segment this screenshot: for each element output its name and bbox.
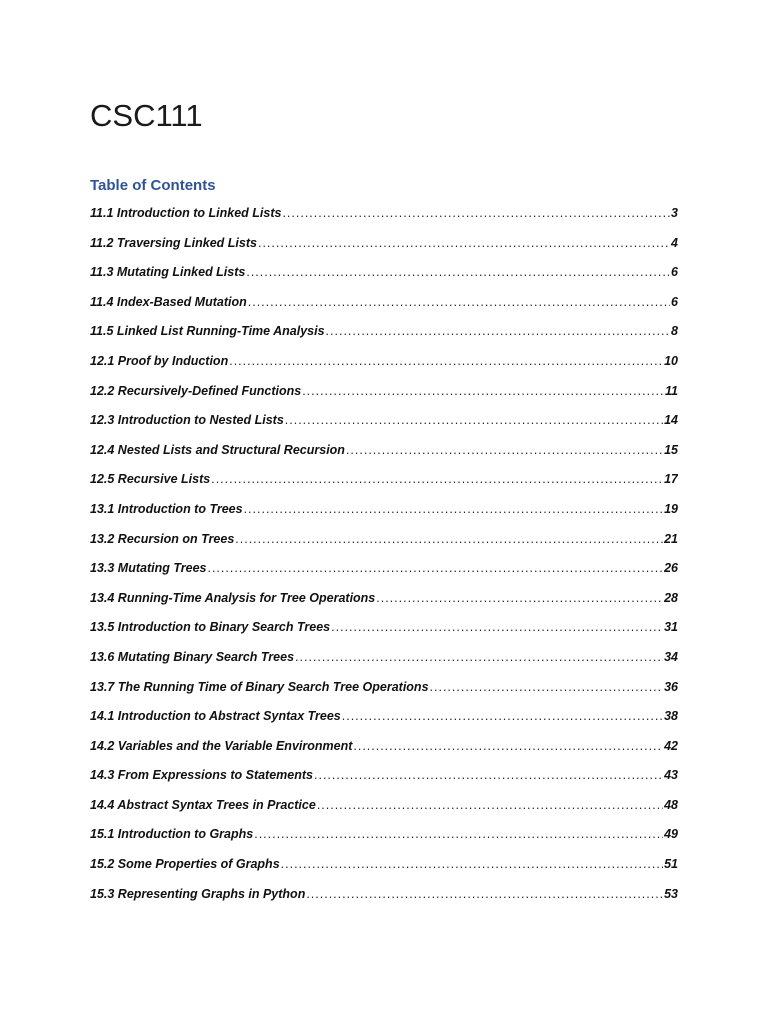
- toc-entry-label: 11.4 Index-Based Mutation: [90, 294, 247, 309]
- document-title: CSC111: [90, 98, 203, 133]
- dot-leader: [285, 413, 663, 427]
- toc-entry-page: 34: [664, 649, 678, 664]
- toc-entry-page: 11: [665, 383, 678, 398]
- toc-entry-label: 15.2 Some Properties of Graphs: [90, 857, 280, 872]
- toc-entry-label: 11.2 Traversing Linked Lists: [90, 235, 257, 250]
- toc-entry-label: 15.3 Representing Graphs in Python: [90, 886, 306, 901]
- toc-entry-page: 3: [671, 206, 678, 220]
- dot-leader: [306, 887, 663, 901]
- toc-entry-page: 10: [664, 353, 678, 368]
- toc-entry[interactable]: [90, 798, 678, 828]
- toc-entry-page: 49: [664, 827, 678, 842]
- dot-leader: [342, 709, 663, 723]
- toc-entry[interactable]: [90, 413, 678, 443]
- dot-leader: [346, 443, 663, 457]
- toc-entry-page: 31: [664, 620, 678, 635]
- dot-leader: [235, 532, 663, 546]
- toc-entry-label: 14.3 From Expressions to Statements: [90, 768, 313, 783]
- dot-leader: [246, 265, 670, 279]
- toc-entry[interactable]: [90, 591, 678, 621]
- toc-entry-label: 14.1 Introduction to Abstract Syntax Trees: [90, 709, 341, 724]
- toc-entry-page: 15: [664, 442, 678, 457]
- dot-leader: [254, 827, 663, 841]
- toc-entry-page: 19: [664, 501, 678, 516]
- toc-entry[interactable]: [90, 295, 678, 325]
- dot-leader: [326, 324, 671, 338]
- toc-entry-label: 13.4 Running-Time Analysis for Tree Operations: [90, 590, 376, 605]
- dot-leader: [376, 591, 663, 605]
- toc-entry-page: 42: [664, 738, 678, 753]
- toc-entry-label: 13.1 Introduction to Trees: [90, 501, 243, 516]
- toc-entry[interactable]: [90, 354, 678, 384]
- dot-leader: [281, 857, 663, 871]
- table-of-contents: [90, 206, 678, 916]
- toc-entry[interactable]: [90, 739, 678, 769]
- toc-entry-label: 12.3 Introduction to Nested Lists: [90, 413, 284, 428]
- toc-entry-page: 14: [664, 413, 678, 428]
- toc-entry[interactable]: [90, 472, 678, 502]
- dot-leader: [353, 739, 663, 753]
- toc-entry-label: 11.5 Linked List Running-Time Analysis: [90, 324, 325, 339]
- toc-entry[interactable]: [90, 827, 678, 857]
- toc-entry-label: 13.2 Recursion on Trees: [90, 531, 235, 546]
- toc-entry[interactable]: [90, 324, 678, 354]
- toc-entry-page: 28: [664, 590, 678, 605]
- toc-entry[interactable]: [90, 887, 678, 917]
- toc-entry-page: 6: [671, 265, 678, 280]
- toc-entry-label: 12.1 Proof by Induction: [90, 353, 229, 368]
- toc-entry-label: 11.1 Introduction to Linked Lists: [90, 206, 282, 220]
- toc-entry[interactable]: [90, 443, 678, 473]
- dot-leader: [302, 384, 664, 398]
- toc-entry[interactable]: [90, 709, 678, 739]
- toc-entry-page: 6: [671, 294, 678, 309]
- toc-entry-label: 13.7 The Running Time of Binary Search Tree Operations: [90, 679, 429, 694]
- toc-entry[interactable]: [90, 532, 678, 562]
- toc-entry[interactable]: [90, 650, 678, 680]
- toc-entry[interactable]: [90, 857, 678, 887]
- dot-leader: [314, 768, 663, 782]
- toc-entry-page: 53: [664, 886, 678, 901]
- dot-leader: [430, 680, 664, 694]
- dot-leader: [244, 502, 664, 516]
- dot-leader: [295, 650, 663, 664]
- toc-entry-page: 48: [664, 797, 678, 812]
- toc-entry[interactable]: [90, 561, 678, 591]
- toc-entry-label: 13.3 Mutating Trees: [90, 561, 207, 576]
- toc-entry-label: 12.2 Recursively-Defined Functions: [90, 383, 302, 398]
- toc-entry-page: 38: [664, 709, 678, 724]
- dot-leader: [258, 236, 670, 250]
- toc-entry[interactable]: [90, 768, 678, 798]
- dot-leader: [248, 295, 670, 309]
- toc-entry-label: 14.2 Variables and the Variable Environment: [90, 738, 353, 753]
- toc-entry-label: 13.6 Mutating Binary Search Trees: [90, 649, 295, 664]
- dot-leader: [331, 620, 663, 634]
- toc-entry-page: 4: [671, 235, 678, 250]
- toc-entry-page: 21: [664, 531, 678, 546]
- toc-entry[interactable]: [90, 502, 678, 532]
- toc-entry[interactable]: [90, 236, 678, 266]
- dot-leader: [317, 798, 663, 812]
- toc-entry-label: 15.1 Introduction to Graphs: [90, 827, 254, 842]
- toc-entry[interactable]: [90, 620, 678, 650]
- dot-leader: [207, 561, 663, 575]
- toc-entry-page: 17: [664, 472, 678, 487]
- toc-entry[interactable]: [90, 680, 678, 710]
- toc-entry[interactable]: [90, 384, 678, 414]
- toc-entry-page: 51: [664, 857, 678, 872]
- toc-entry-label: 13.5 Introduction to Binary Search Trees: [90, 620, 331, 635]
- toc-entry-page: 43: [664, 768, 678, 783]
- dot-leader: [282, 206, 670, 220]
- toc-entry-label: 14.4 Abstract Syntax Trees in Practice: [90, 797, 316, 812]
- toc-entry[interactable]: [90, 265, 678, 295]
- toc-entry-page: 36: [664, 679, 678, 694]
- toc-entry-label: 11.3 Mutating Linked Lists: [90, 265, 246, 280]
- dot-leader: [229, 354, 663, 368]
- toc-heading: Table of Contents: [90, 177, 216, 194]
- toc-entry-page: 8: [671, 324, 678, 339]
- toc-entry-label: 12.4 Nested Lists and Structural Recursion: [90, 442, 345, 457]
- toc-entry-label: 12.5 Recursive Lists: [90, 472, 211, 487]
- toc-entry[interactable]: [90, 206, 678, 236]
- toc-entry-page: 26: [664, 561, 678, 576]
- dot-leader: [211, 472, 663, 486]
